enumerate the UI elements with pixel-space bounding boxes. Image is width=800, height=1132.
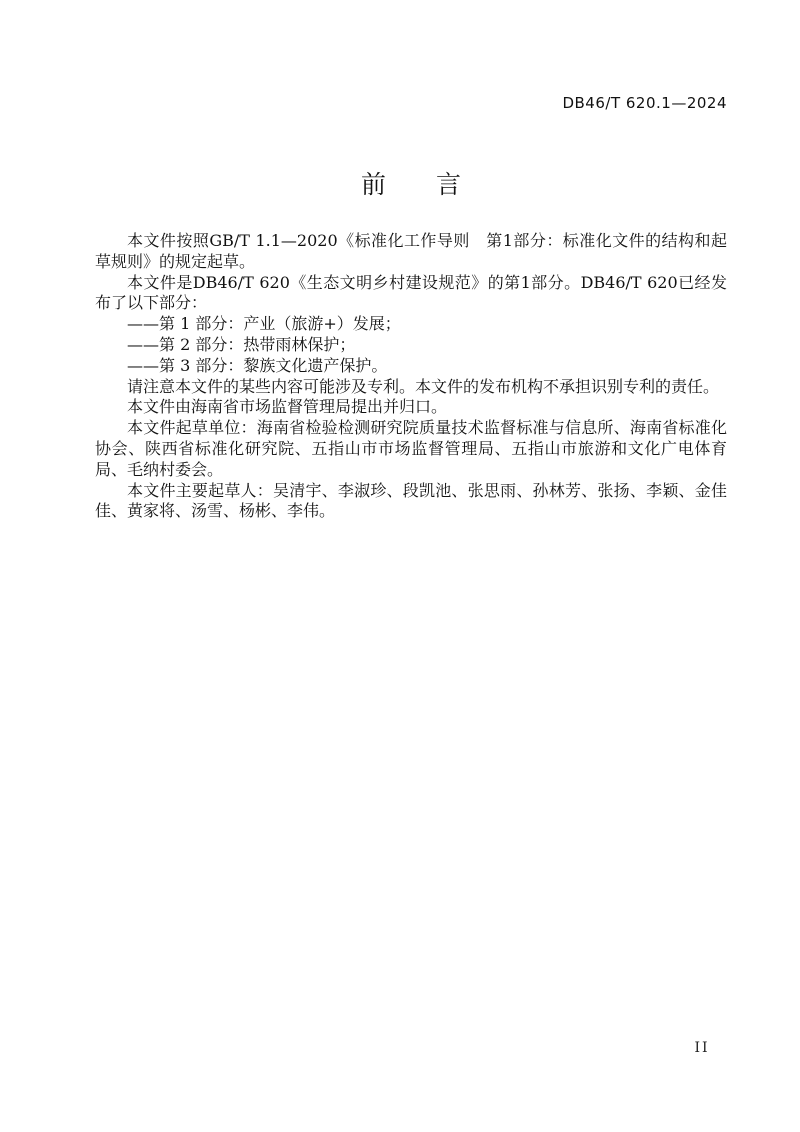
paragraph-drafting-organizations: 本文件起草单位：海南省检验检测研究院质量技术监督标准与信息所、海南省标准化协会、陕西省标准化研究院、五指山市市场监督管理局、五指山市旅游和文化广电体育局、毛纳村委会。 bbox=[95, 418, 727, 479]
paragraph-patent-notice: 请注意本文件的某些内容可能涉及专利。本文件的发布机构不承担识别专利的责任。 bbox=[127, 376, 720, 396]
paragraph-main-drafters: 本文件主要起草人：吴清宇、李淑珍、段凯池、张思雨、孙林芳、张扬、李颖、金佳佳、黄家将、汤雪、杨彬、李伟。 bbox=[95, 480, 727, 521]
list-item-part-1: ——第 1 部分：产业（旅游+）发展； bbox=[127, 314, 401, 334]
page-number-value: II bbox=[694, 1040, 710, 1056]
page-number bbox=[0, 1040, 800, 1056]
standard-code: DB46/T 620.1—2024 bbox=[562, 94, 727, 112]
page-title: 前 言 bbox=[360, 170, 461, 199]
paragraph-drafting-rules: 本文件按照GB/T 1.1—2020《标准化工作导则 第1部分：标准化文件的结构和起草规则》的规定起草。 bbox=[95, 231, 727, 271]
list-item-part-2: ——第 2 部分：热带雨林保护； bbox=[127, 334, 356, 354]
paragraph-series-intro: 本文件是DB46/T 620《生态文明乡村建设规范》的第1部分。DB46/T 620已经发布了以下部分： bbox=[95, 272, 727, 313]
list-item-part-3: ——第 3 部分：黎族文化遗产保护。 bbox=[127, 355, 388, 375]
foreword-body bbox=[95, 231, 727, 522]
paragraph-proposing-body: 本文件由海南省市场监督管理局提出并归口。 bbox=[127, 397, 448, 417]
